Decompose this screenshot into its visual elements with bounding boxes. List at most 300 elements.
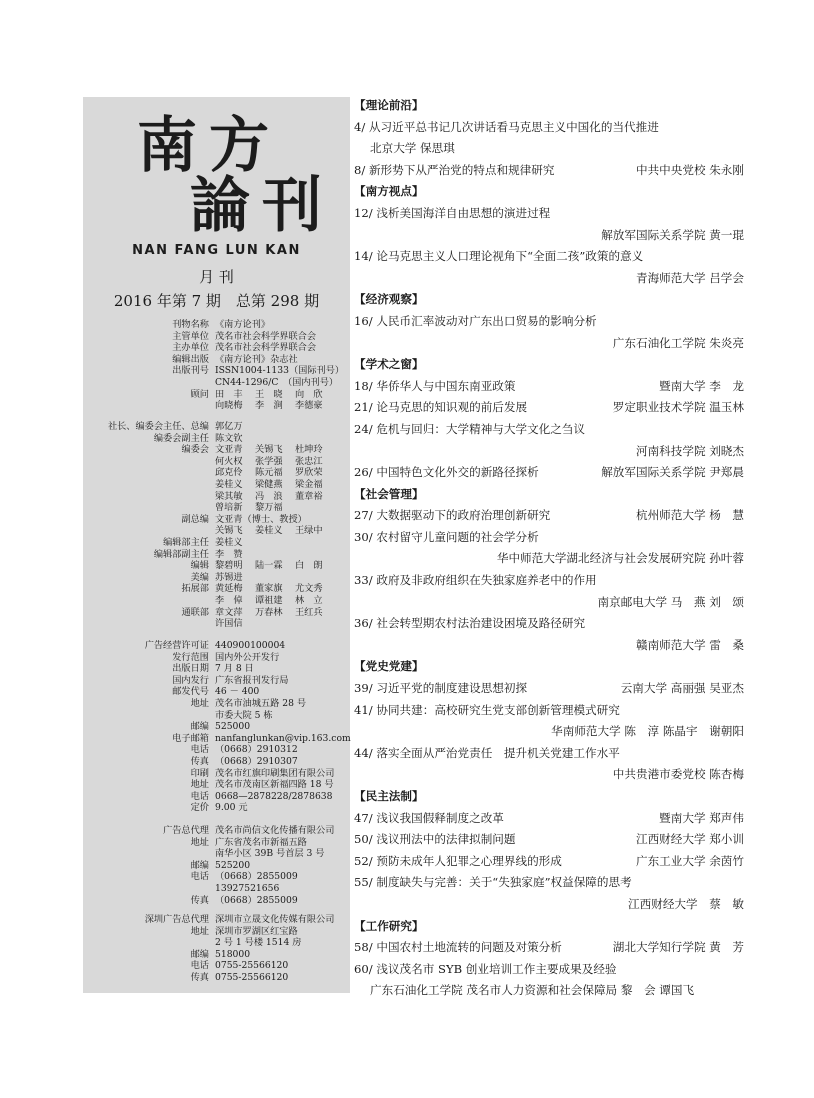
info-value: CN44-1296/C （国内刊号） (215, 376, 339, 388)
info-row (83, 502, 350, 514)
info-values (215, 342, 350, 354)
journal-logo-line1: 南方 (137, 111, 281, 181)
toc-entry (354, 829, 744, 851)
info-value: 深圳市罗湖区红宝路 (215, 925, 298, 937)
info-values (215, 871, 350, 883)
toc-entry-author: 江西财经大学 郑小训 (635, 832, 744, 847)
info-label: 广告经营许可证 (144, 640, 209, 651)
info-row (83, 848, 350, 860)
info-value: （0668）2910307 (215, 755, 298, 767)
toc-entry-title: 30/ 农村留守儿童问题的社会学分析 (354, 529, 539, 544)
info-label: 出版刊号 (172, 365, 209, 377)
info-label: 传真 (190, 755, 209, 767)
info-values (215, 560, 350, 572)
info-row (83, 926, 350, 938)
info-values (215, 583, 350, 595)
toc-entry-author: 解放军国际关系学院 尹郑晨 (601, 465, 744, 480)
info-row (83, 342, 350, 354)
info-value: 向 欣 (295, 388, 323, 400)
info-row (83, 421, 350, 433)
info-values (215, 537, 350, 549)
info-value: 9.00 元 (215, 802, 248, 814)
info-label: 传真 (190, 971, 209, 983)
info-row (83, 744, 350, 756)
toc-entry (354, 376, 744, 398)
info-values (215, 640, 350, 652)
info-row (83, 444, 350, 456)
info-label: 定价 (190, 802, 209, 814)
info-row (83, 433, 350, 445)
info-value: （0668）2855009 (215, 871, 298, 883)
info-label: 社长、编委会主任、总编 (107, 421, 209, 432)
toc-entry-author: 暨南大学 李 龙 (659, 378, 744, 393)
info-value: 2 号 1 号楼 1514 房 (215, 937, 302, 949)
info-row (83, 883, 350, 895)
info-value: 谭祖建 (255, 594, 283, 606)
info-values (215, 479, 350, 491)
info-value: 罗欣荣 (295, 467, 323, 479)
info-value: 向晓梅 (215, 400, 243, 412)
info-row (83, 537, 350, 549)
info-label: 深圳广告总代理 (144, 914, 209, 925)
toc-section-heading: 【民主法制】 (354, 789, 424, 803)
info-values (215, 710, 350, 722)
info-value: 李 赞 (215, 548, 243, 560)
info-label: 印刷 (190, 767, 209, 779)
toc-entry-author: 华中师范大学湖北经济与社会发展研究院 孙叶蓉 (496, 551, 744, 566)
toc-entry-title: 58/ 中国农村土地流转的问题及对策分析 (354, 940, 562, 955)
toc-entry-author: 广东工业大学 余茵竹 (635, 853, 744, 868)
info-value: 姜桂义 (215, 536, 243, 548)
info-values (215, 377, 350, 389)
info-value: 0755-25566120 (215, 971, 289, 983)
info-value: 王 晓 (255, 388, 283, 400)
info-values (215, 860, 350, 872)
info-values (215, 491, 350, 503)
info-label (83, 377, 215, 389)
info-value: 张学强 (255, 455, 283, 467)
info-row (83, 572, 350, 584)
info-label: 地址 (190, 779, 209, 791)
info-label: 地址 (190, 925, 209, 937)
info-value: 邱克伶 (215, 467, 243, 479)
info-value: （0668）2910312 (215, 744, 298, 756)
info-value: 梁健燕 (255, 478, 283, 490)
table-of-contents (354, 95, 744, 1002)
info-label: 顾问 (190, 388, 209, 400)
info-value: 王红兵 (295, 606, 323, 618)
toc-entry-title: 14/ 论马克思主义人口理论视角下“全面二孩”政策的意义 (354, 249, 644, 264)
info-values (215, 972, 350, 984)
info-label: 通联部 (181, 606, 209, 618)
toc-entry-author: 罗定职业技术学院 温玉林 (612, 400, 744, 415)
info-values (215, 883, 350, 895)
info-value: （0668）2855009 (215, 894, 298, 906)
toc-entry-title: 47/ 浅议我国假释制度之改革 (354, 810, 504, 825)
info-values (215, 331, 350, 343)
issue-number: 2016 年第 7 期 总第 298 期 (113, 292, 320, 310)
info-values (215, 514, 350, 526)
toc-section-heading: 【社会管理】 (354, 486, 424, 501)
info-value: 许国信 (215, 618, 243, 630)
toc-entry-title: 36/ 社会转型期农村法治建设困境及路径研究 (354, 616, 586, 631)
toc-entry-title: 41/ 协同共建：高校研究生党支部创新管理模式研究 (354, 702, 620, 717)
info-row (83, 791, 350, 803)
info-value: 《南方论刊》 (215, 319, 271, 330)
info-values (215, 675, 350, 687)
info-label: 电话 (190, 871, 209, 883)
info-label (83, 937, 215, 949)
info-row (83, 779, 350, 791)
info-values (215, 768, 350, 780)
info-value: 茂名市红旗印刷集团有限公司 (215, 767, 335, 779)
info-value: 尤文秀 (295, 583, 323, 595)
info-value: 黄延梅 (215, 583, 243, 595)
info-value: 525200 (215, 859, 251, 871)
info-row (83, 607, 350, 619)
info-value: 姜桂义 (255, 525, 283, 537)
publication-info (83, 319, 350, 412)
info-row (83, 949, 350, 961)
info-row (83, 354, 350, 366)
info-values (215, 721, 350, 733)
info-values (215, 937, 350, 949)
info-row (83, 583, 350, 595)
info-values (215, 686, 350, 698)
toc-entry-author: 中共贵港市委党校 陈杏梅 (612, 767, 744, 782)
info-values (215, 389, 350, 401)
info-value: 姜桂义 (215, 478, 243, 490)
toc-entry (354, 851, 744, 873)
info-label: 编辑部副主任 (153, 548, 209, 560)
info-value: 0668—2878228/2878638 (215, 790, 333, 802)
toc-entry-author: 南京邮电大学 马 燕 刘 颂 (597, 594, 744, 609)
toc-section-heading: 【党史党建】 (354, 659, 424, 674)
toc-entry-author: 广东石油化工学院 朱炎亮 (612, 335, 744, 350)
info-value: 525000 (215, 721, 251, 733)
info-value: 黎万福 (255, 502, 283, 514)
info-row (83, 710, 350, 722)
info-row (83, 871, 350, 883)
info-value: 茂名市尚信文化传播有限公司 (215, 825, 335, 836)
info-value: 王绿中 (295, 525, 323, 537)
shenzhen-agent-info (83, 914, 350, 984)
info-label: 电话 (190, 790, 209, 802)
info-label: 发行范围 (172, 651, 209, 663)
info-value: 梁金福 (295, 478, 323, 490)
info-value: 李 涧 (255, 400, 283, 412)
info-value: 陆一霖 (255, 560, 283, 572)
info-label: 地址 (190, 697, 209, 709)
info-value: 440900100004 (215, 640, 286, 651)
toc-section-heading: 【学术之窗】 (354, 357, 424, 372)
info-value: 关锡飞 (215, 525, 243, 537)
toc-entry (354, 397, 744, 419)
toc-entry (354, 462, 744, 484)
info-value: 董家旗 (255, 583, 283, 595)
info-label (83, 456, 215, 468)
toc-entry (354, 808, 744, 830)
info-value: 文亚青（博士、教授） (215, 513, 307, 525)
info-values (215, 652, 350, 664)
info-row (83, 525, 350, 537)
info-row (83, 491, 350, 503)
info-value: 郭亿万 (215, 421, 243, 432)
toc-entry-title: 33/ 政府及非政府组织在失独家庭养老中的作用 (354, 573, 597, 588)
info-label: 国内发行 (172, 674, 209, 686)
info-values (215, 914, 350, 926)
info-values (215, 895, 350, 907)
info-values (215, 549, 350, 561)
info-values (215, 825, 350, 837)
info-label (83, 400, 215, 412)
info-row (83, 825, 350, 837)
info-label: 地址 (190, 836, 209, 848)
info-values (215, 791, 350, 803)
info-row (83, 675, 350, 687)
info-label (83, 525, 215, 537)
info-row (83, 960, 350, 972)
toc-entry-author: 杭州师范大学 杨 慧 (635, 508, 744, 523)
info-label: 邮编 (190, 721, 209, 733)
info-label (83, 491, 215, 503)
info-values (215, 618, 350, 630)
info-row (83, 331, 350, 343)
toc-entry-author: 华南师范大学 陈 淳 陈晶宇 谢朝阳 (551, 724, 744, 739)
info-value: 13927521656 (215, 882, 280, 894)
info-label (83, 618, 215, 630)
info-values (215, 848, 350, 860)
info-values (215, 744, 350, 756)
info-label: 传真 (190, 894, 209, 906)
info-value: 章文萍 (215, 606, 243, 618)
info-value: ISSN1004-1133（国际刊号） (215, 365, 345, 377)
distribution-info (83, 640, 350, 814)
info-values (215, 837, 350, 849)
toc-entry-author: 湖北大学知行学院 黄 芳 (612, 940, 744, 955)
toc-entry-title: 8/ 新形势下从严治党的特点和规律研究 (354, 162, 555, 177)
info-label: 美编 (190, 571, 209, 583)
info-row (83, 389, 350, 401)
toc-entry-title: 18/ 华侨华人与中国东南亚政策 (354, 378, 516, 393)
info-row (83, 895, 350, 907)
info-value: 苏锡进 (215, 571, 243, 583)
info-values (215, 572, 350, 584)
info-row (83, 618, 350, 630)
info-row (83, 768, 350, 780)
info-values (215, 525, 350, 537)
info-value: 董章裕 (295, 490, 323, 502)
info-values (215, 779, 350, 791)
info-value: 茂名市茂南区新福四路 18 号 (215, 779, 334, 791)
info-row (83, 721, 350, 733)
toc-section-heading: 【经济观察】 (354, 292, 424, 307)
info-values (215, 926, 350, 938)
info-row (83, 456, 350, 468)
toc-entry-author: 江西财经大学 蔡 敏 (628, 896, 744, 911)
info-value: 李德豪 (295, 400, 323, 412)
info-value: 市委大院 5 栋 (215, 709, 273, 721)
toc-entry (354, 937, 744, 959)
toc-entry-title: 52/ 预防未成年人犯罪之心理界线的形成 (354, 853, 562, 868)
info-values (215, 319, 350, 331)
toc-entry-title: 12/ 浅析美国海洋自由思想的演进过程 (354, 205, 551, 220)
info-values (215, 949, 350, 961)
info-row (83, 663, 350, 675)
info-label: 拓展部 (181, 583, 209, 595)
info-label: 编辑部主任 (163, 536, 209, 548)
info-values (215, 607, 350, 619)
info-row (83, 640, 350, 652)
ad-agent-info (83, 825, 350, 906)
toc-entry-author: 赣南师范大学 雷 桑 (635, 637, 744, 652)
info-values (215, 444, 350, 456)
info-label: 副总编 (181, 513, 209, 525)
info-row (83, 467, 350, 479)
info-label: 编辑出版 (172, 353, 209, 365)
info-label: 邮发代号 (172, 686, 209, 698)
info-row (83, 802, 350, 814)
toc-entry-title: 39/ 习近平党的制度建设思想初探 (354, 681, 528, 696)
info-label: 邮编 (190, 948, 209, 960)
toc-entry-title: 50/ 浅议刑法中的法律拟制问题 (354, 832, 516, 847)
toc-entry-title: 16/ 人民币汇率波动对广东出口贸易的影响分析 (354, 313, 597, 328)
info-value: 茂名市油城五路 28 号 (215, 697, 307, 709)
info-label (83, 467, 215, 479)
info-values (215, 456, 350, 468)
info-label: 刊物名称 (172, 319, 209, 330)
toc-entry-author: 河南科技学院 刘晓杰 (635, 443, 744, 458)
info-values (215, 663, 350, 675)
info-label: 主管单位 (172, 330, 209, 342)
info-row (83, 365, 350, 377)
info-row (83, 377, 350, 389)
info-value: 0755-25566120 (215, 960, 289, 972)
info-label: 编辑 (190, 560, 209, 572)
info-values (215, 756, 350, 768)
info-label: 电话 (190, 744, 209, 756)
toc-section-heading: 【工作研究】 (354, 918, 424, 933)
info-value: 梁其敏 (215, 490, 243, 502)
toc-entry (354, 160, 744, 182)
info-values (215, 365, 350, 377)
info-values (215, 802, 350, 814)
info-value: 白 朗 (295, 560, 323, 572)
info-row (83, 937, 350, 949)
info-row (83, 914, 350, 926)
info-value: 国内外公开发行 (215, 651, 280, 663)
frequency-label: 月 刊 (199, 268, 234, 286)
info-label (83, 502, 215, 514)
info-row (83, 549, 350, 561)
info-value: 杜坤玲 (295, 444, 323, 456)
journal-pinyin: NAN FANG LUN KAN (132, 243, 301, 258)
info-label (83, 479, 215, 491)
info-row (83, 652, 350, 664)
info-label (83, 848, 215, 860)
info-label (83, 710, 215, 722)
info-value: 文亚青 (215, 444, 243, 456)
toc-entry-author: 解放军国际关系学院 黄一琨 (601, 227, 744, 242)
info-values (215, 595, 350, 607)
toc-entry (354, 505, 744, 527)
toc-entry-title: 60/ 浅议茂名市 SYB 创业培训工作主要成果及经验 (354, 961, 617, 976)
info-row (83, 686, 350, 698)
info-value: 冯 浪 (255, 490, 283, 502)
info-label: 主办单位 (172, 342, 209, 354)
info-label (83, 595, 215, 607)
info-value: 曾培新 (215, 502, 243, 514)
info-value: 518000 (215, 948, 251, 960)
toc-entry (354, 678, 744, 700)
info-value: 46 － 400 (215, 686, 260, 698)
info-value: 广东省茂名市新福五路 (215, 836, 307, 848)
toc-section-heading: 【南方视点】 (354, 184, 424, 199)
info-value: 南华小区 39B 号首层 3 号 (215, 848, 325, 860)
info-values (215, 502, 350, 514)
journal-logo-line2: 論刊 (190, 171, 334, 241)
info-value: 《南方论刊》杂志社 (215, 353, 298, 365)
toc-entry-title: 4/ 从习近平总书记几次讲话看马克思主义中国化的当代推进 (354, 119, 659, 134)
info-label: 出版日期 (172, 663, 209, 675)
info-label: 编委会 (181, 444, 209, 456)
info-value: 陈文钦 (215, 432, 243, 444)
info-values (215, 400, 350, 412)
toc-entry-title: 24/ 危机与回归：大学精神与大学文化之刍议 (354, 421, 586, 436)
info-value: 田 丰 (215, 388, 243, 400)
editorial-board (83, 421, 350, 630)
info-values (215, 467, 350, 479)
info-value: 林 立 (295, 594, 323, 606)
info-value: 7 月 8 日 (215, 663, 254, 675)
info-values (215, 960, 350, 972)
toc-entry-author: 北京大学 保思琪 (370, 141, 455, 156)
info-value: 茂名市社会科学界联合会 (215, 330, 317, 342)
info-row (83, 698, 350, 710)
info-row (83, 400, 350, 412)
toc-entry-author: 暨南大学 郑声伟 (659, 810, 744, 825)
info-row (83, 733, 350, 745)
info-row (83, 319, 350, 331)
toc-entry-author: 中共中央党校 朱永刚 (635, 162, 744, 177)
info-row (83, 860, 350, 872)
info-row (83, 756, 350, 768)
info-value: 陈元福 (255, 467, 283, 479)
info-values (215, 354, 350, 366)
info-value: 万春林 (255, 606, 283, 618)
info-value: 关锡飞 (255, 444, 283, 456)
info-row (83, 972, 350, 984)
info-value: 广东省报刊发行局 (215, 674, 289, 686)
info-value: 何火权 (215, 455, 243, 467)
info-value: 黎碧明 (215, 560, 243, 572)
info-row (83, 837, 350, 849)
toc-entry-title: 26/ 中国特色文化外交的新路径探析 (354, 465, 539, 480)
info-value: 深圳市立晟文化传媒有限公司 (215, 914, 335, 925)
info-row (83, 560, 350, 572)
toc-entry-author: 广东石油化工学院 茂名市人力资源和社会保障局 黎 会 谭国飞 (370, 983, 695, 998)
info-row (83, 479, 350, 491)
info-value: nanfanglunkan@vip.163.com (215, 732, 351, 744)
info-values (215, 433, 350, 445)
toc-section-heading: 【理论前沿】 (354, 98, 424, 112)
info-label (83, 883, 215, 895)
info-label: 广告总代理 (163, 825, 209, 836)
toc-entry-title: 21/ 论马克思的知识观的前后发展 (354, 400, 528, 415)
info-value: 茂名市社会科学界联合会 (215, 342, 317, 354)
info-label: 电话 (190, 960, 209, 972)
toc-entry-author: 青海师范大学 吕学会 (635, 270, 744, 285)
